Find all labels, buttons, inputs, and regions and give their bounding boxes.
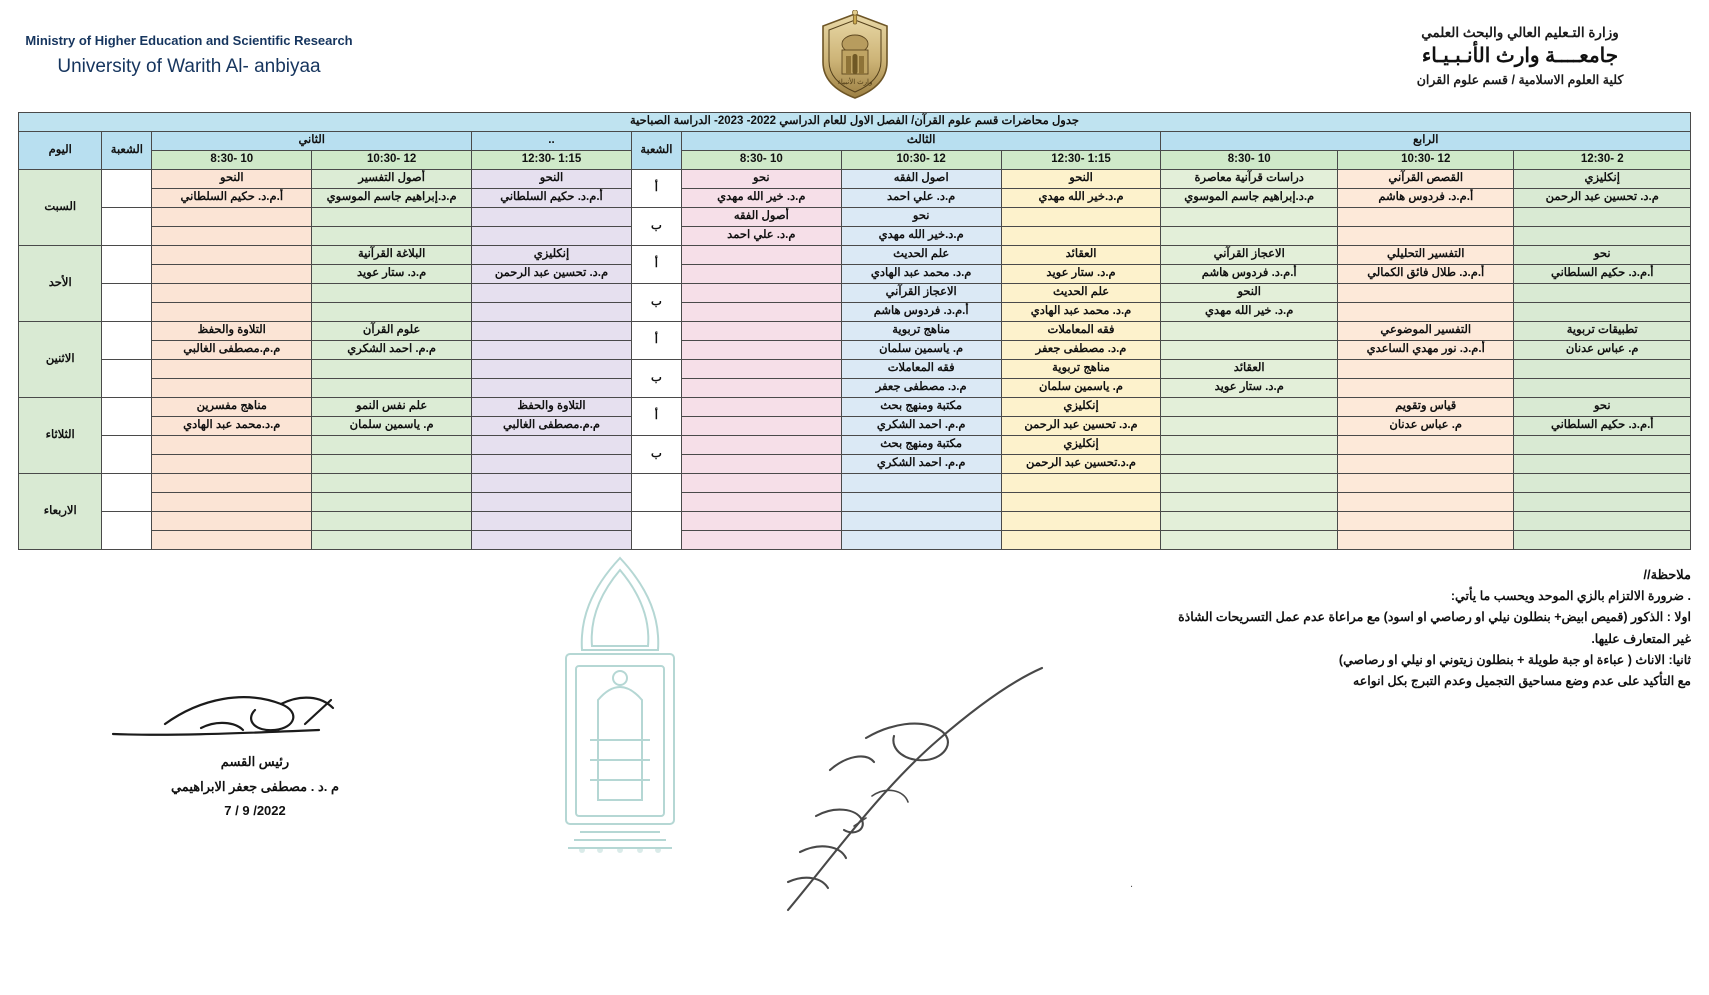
- cell-subject: [1001, 474, 1161, 493]
- time-slot-fourth-1: 12 -10:30: [1337, 151, 1514, 170]
- cell-subject: إنكليزي: [1514, 170, 1691, 189]
- cell-teacher: [681, 265, 841, 284]
- cell-subject: العقائد: [1161, 360, 1338, 379]
- stray-ink-dot: .: [1130, 878, 1134, 890]
- section-cell-third: أ: [631, 322, 681, 360]
- cell-subject: الاعجاز القرآني: [1161, 246, 1338, 265]
- cell-subject: [312, 360, 472, 379]
- cell-teacher: م. ياسمين سلمان: [1001, 379, 1161, 398]
- table-row: [19, 246, 1691, 265]
- lecture-schedule-table: [18, 112, 1691, 550]
- cell-subject: [1161, 398, 1338, 417]
- ministry-name-en: Ministry of Higher Education and Scientific Research: [25, 32, 353, 48]
- cell-teacher: م.م. احمد الشكري: [841, 417, 1001, 436]
- cell-teacher: [1337, 531, 1514, 550]
- cell-subject: [312, 436, 472, 455]
- group-header-fourth: الرابع: [1161, 132, 1691, 151]
- cell-subject: إنكليزي: [1001, 436, 1161, 455]
- table-title-row: [19, 113, 1691, 132]
- cell-subject: [1514, 284, 1691, 303]
- cell-teacher: [1337, 227, 1514, 246]
- cell-teacher: م.د. تحسين عبد الرحمن: [1001, 417, 1161, 436]
- section-header-second: الشعبة: [102, 132, 152, 170]
- time-slot-fourth-0: 2 -12:30: [1514, 151, 1691, 170]
- cell-teacher: أ.م.د. حكيم السلطاني: [152, 189, 312, 208]
- cell-teacher: [312, 227, 472, 246]
- cell-subject: [152, 208, 312, 227]
- signature-date: 2022/ 9 / 7: [224, 803, 286, 819]
- cell-teacher: م.د.خير الله مهدي: [1001, 189, 1161, 208]
- cell-subject: [681, 512, 841, 531]
- cell-teacher: [1514, 455, 1691, 474]
- table-row: [19, 474, 1691, 493]
- cell-teacher: [472, 227, 632, 246]
- cell-subject: [841, 474, 1001, 493]
- table-row: [19, 436, 1691, 455]
- notes-line-3: ثانيا: الاناث ( عباءة او جبة طويلة + بنطلون زيتوني او نيلي او رصاصي): [1338, 652, 1691, 667]
- cell-teacher: [152, 379, 312, 398]
- university-name-en: University of Warith Al- anbiyaa: [57, 55, 321, 77]
- cell-teacher: [312, 379, 472, 398]
- cell-subject: [1337, 474, 1514, 493]
- cell-subject: نحو: [1514, 398, 1691, 417]
- cell-teacher: [312, 531, 472, 550]
- notes-block: [1171, 564, 1691, 692]
- cell-teacher: م.د.تحسين عبد الرحمن: [1001, 455, 1161, 474]
- cell-teacher: [1001, 493, 1161, 512]
- cell-teacher: م.د.إبراهيم جاسم الموسوي: [1161, 189, 1338, 208]
- section-cell-third: أ: [631, 170, 681, 208]
- header-english-block: [24, 32, 354, 81]
- cell-teacher: [1514, 379, 1691, 398]
- schedule-title: جدول محاضرات قسم علوم القرآن/ الفصل الاول للعام الدراسي 2022- 2023- الدراسة الصباحية: [19, 113, 1691, 132]
- cell-teacher: [1337, 493, 1514, 512]
- cell-subject: [681, 284, 841, 303]
- cell-teacher: [1337, 379, 1514, 398]
- notes-line-4: مع التأكيد على عدم وضع مساحيق التجميل وعدم التبرج بكل انواعه: [1353, 674, 1691, 689]
- cell-teacher: [1161, 493, 1338, 512]
- cell-subject: [472, 436, 632, 455]
- section-cell-second: [102, 246, 152, 284]
- section-cell-second: [102, 284, 152, 322]
- cell-subject: [152, 436, 312, 455]
- cell-teacher: [312, 303, 472, 322]
- day-name-cell: الأحد: [19, 246, 102, 322]
- cell-subject: [1161, 322, 1338, 341]
- cell-subject: التلاوة والحفظ: [152, 322, 312, 341]
- cell-subject: [1337, 208, 1514, 227]
- cell-teacher: [681, 417, 841, 436]
- cell-teacher: [472, 379, 632, 398]
- cell-subject: مناهج مفسرين: [152, 398, 312, 417]
- table-row: [19, 360, 1691, 379]
- cell-subject: [1161, 474, 1338, 493]
- cell-teacher: أ.م.د. حكيم السلطاني: [1514, 265, 1691, 284]
- university-crest-logo: [809, 10, 901, 102]
- cell-teacher: [1001, 227, 1161, 246]
- table-row: [19, 417, 1691, 436]
- section-cell-third: [631, 474, 681, 512]
- shrine-watermark-stamp: [520, 550, 720, 870]
- cell-teacher: م.د. تحسين عبد الرحمن: [1514, 189, 1691, 208]
- cell-teacher: م.د.خير الله مهدي: [841, 227, 1001, 246]
- table-row: [19, 493, 1691, 512]
- table-row: [19, 531, 1691, 550]
- cell-subject: مكتبة ومنهج بحث: [841, 436, 1001, 455]
- cell-teacher: أ.م.د. فردوس هاشم: [841, 303, 1001, 322]
- section-cell-third: ب: [631, 208, 681, 246]
- cell-teacher: م.م. احمد الشكري: [841, 455, 1001, 474]
- cell-subject: [472, 474, 632, 493]
- cell-teacher: م.د. محمد عبد الهادي: [841, 265, 1001, 284]
- university-name-ar: جامعــــة وارث الأنـبـيـاء: [1421, 45, 1619, 68]
- cell-teacher: [681, 531, 841, 550]
- cell-teacher: [152, 227, 312, 246]
- cell-subject: التفسير التحليلي: [1337, 246, 1514, 265]
- cell-teacher: [152, 531, 312, 550]
- section-cell-third: [631, 512, 681, 550]
- department-head-signature-block: [95, 680, 415, 824]
- cell-teacher: [1161, 455, 1338, 474]
- time-slot-second-2: 10 -8:30: [152, 151, 312, 170]
- cell-teacher: [1514, 493, 1691, 512]
- cell-subject: [312, 474, 472, 493]
- cell-teacher: [1161, 417, 1338, 436]
- cell-subject: مناهج تربوية: [1001, 360, 1161, 379]
- cell-teacher: أ.م.د. فردوس هاشم: [1337, 189, 1514, 208]
- cell-subject: [152, 512, 312, 531]
- header-arabic-block: [1355, 23, 1685, 90]
- cell-subject: علم الحديث: [1001, 284, 1161, 303]
- section-cell-second: [102, 170, 152, 208]
- cell-teacher: [312, 455, 472, 474]
- cell-subject: [681, 360, 841, 379]
- svg-text:وارث الأنبياء: وارث الأنبياء: [837, 79, 872, 86]
- college-name-ar: كلية العلوم الاسلامية / قسم علوم القران: [1416, 73, 1624, 88]
- cell-teacher: [681, 379, 841, 398]
- group-header-third: الثالث: [681, 132, 1161, 151]
- cell-subject: [1337, 360, 1514, 379]
- cell-teacher: [1161, 227, 1338, 246]
- cell-subject: [472, 360, 632, 379]
- cell-subject: [1514, 474, 1691, 493]
- cell-teacher: [681, 303, 841, 322]
- signature-role: رئيس القسم: [220, 754, 290, 769]
- section-cell-second: [102, 398, 152, 436]
- cell-subject: التفسير الموضوعي: [1337, 322, 1514, 341]
- cell-teacher: [841, 531, 1001, 550]
- section-cell-second: [102, 512, 152, 550]
- cell-subject: القصص القرآني: [1337, 170, 1514, 189]
- table-group-header-row: [19, 132, 1691, 151]
- table-row: [19, 170, 1691, 189]
- cell-teacher: أ.م.د. طلال فائق الكمالي: [1337, 265, 1514, 284]
- cell-subject: النحو: [472, 170, 632, 189]
- cell-subject: علوم القرآن: [312, 322, 472, 341]
- section-cell-third: ب: [631, 360, 681, 398]
- cell-subject: [1514, 436, 1691, 455]
- cell-subject: [152, 474, 312, 493]
- table-row: [19, 322, 1691, 341]
- day-name-cell: السبت: [19, 170, 102, 246]
- cell-subject: [152, 246, 312, 265]
- section-cell-second: [102, 208, 152, 246]
- day-name-cell: الاثنين: [19, 322, 102, 398]
- cell-teacher: [152, 265, 312, 284]
- cell-subject: [472, 512, 632, 531]
- cell-teacher: [152, 493, 312, 512]
- cell-teacher: م.د. مصطفى جعفر: [1001, 341, 1161, 360]
- cell-teacher: [472, 341, 632, 360]
- cell-subject: [312, 512, 472, 531]
- cell-teacher: م. ياسمين سلمان: [312, 417, 472, 436]
- cell-teacher: م. عباس عدنان: [1514, 341, 1691, 360]
- document-footer: [0, 560, 1709, 940]
- signature-name: م .د . مصطفى جعفر الابراهيمي: [170, 778, 340, 794]
- section-cell-third: أ: [631, 398, 681, 436]
- cell-teacher: م.د. تحسين عبد الرحمن: [472, 265, 632, 284]
- section-cell-second: [102, 474, 152, 512]
- cell-teacher: م. ياسمين سلمان: [841, 341, 1001, 360]
- cell-teacher: [681, 341, 841, 360]
- cell-teacher: [472, 303, 632, 322]
- cell-teacher: [1337, 303, 1514, 322]
- cell-subject: أصول التفسير: [312, 170, 472, 189]
- section-cell-third: أ: [631, 246, 681, 284]
- cell-subject: علم نفس النمو: [312, 398, 472, 417]
- cell-subject: [1514, 208, 1691, 227]
- cell-subject: قياس وتقويم: [1337, 398, 1514, 417]
- table-row: [19, 189, 1691, 208]
- time-slot-third-2: 10 -8:30: [681, 151, 841, 170]
- cell-subject: نحو: [681, 170, 841, 189]
- cell-teacher: [152, 303, 312, 322]
- cell-subject: [1514, 360, 1691, 379]
- day-name-cell: الثلاثاء: [19, 398, 102, 474]
- cell-subject: نحو: [841, 208, 1001, 227]
- table-row: [19, 208, 1691, 227]
- section-header-third: الشعبة: [631, 132, 681, 170]
- cell-teacher: [472, 493, 632, 512]
- cell-subject: اصول الفقه: [841, 170, 1001, 189]
- cell-teacher: م.د. خير الله مهدي: [681, 189, 841, 208]
- cell-subject: [681, 398, 841, 417]
- time-slot-fourth-2: 10 -8:30: [1161, 151, 1338, 170]
- section-cell-third: ب: [631, 284, 681, 322]
- cell-teacher: [681, 493, 841, 512]
- cell-subject: [681, 436, 841, 455]
- cell-teacher: م.م.مصطفى الغالبي: [472, 417, 632, 436]
- cell-subject: مكتبة ومنهج بحث: [841, 398, 1001, 417]
- cell-subject: [681, 246, 841, 265]
- cell-teacher: [1337, 455, 1514, 474]
- cell-teacher: [1514, 303, 1691, 322]
- cell-teacher: م.د. خير الله مهدي: [1161, 303, 1338, 322]
- table-row: [19, 265, 1691, 284]
- cell-teacher: م.د. علي احمد: [841, 189, 1001, 208]
- cell-teacher: م.د. مصطفى جعفر: [841, 379, 1001, 398]
- cell-subject: [472, 322, 632, 341]
- cell-teacher: [472, 455, 632, 474]
- cell-teacher: م.د. محمد عبد الهادي: [1001, 303, 1161, 322]
- cell-teacher: [1001, 531, 1161, 550]
- time-slot-second-0: 1:15 -12:30: [472, 151, 632, 170]
- cell-subject: [152, 360, 312, 379]
- group-header-second: الثاني: [152, 132, 472, 151]
- dean-handwritten-signature: [770, 620, 1100, 920]
- table-row: [19, 284, 1691, 303]
- cell-subject: العقائد: [1001, 246, 1161, 265]
- cell-subject: [1337, 284, 1514, 303]
- cell-subject: دراسات قرآنية معاصرة: [1161, 170, 1338, 189]
- notes-title: ملاحظة//: [1643, 567, 1691, 582]
- cell-teacher: م.د. ستار عويد: [312, 265, 472, 284]
- section-cell-second: [102, 436, 152, 474]
- cell-subject: النحو: [1001, 170, 1161, 189]
- cell-subject: مناهج تربوية: [841, 322, 1001, 341]
- table-row: [19, 512, 1691, 531]
- cell-subject: [1001, 208, 1161, 227]
- cell-subject: [472, 284, 632, 303]
- cell-teacher: م.د. علي احمد: [681, 227, 841, 246]
- cell-subject: [312, 208, 472, 227]
- cell-subject: [841, 512, 1001, 531]
- cell-teacher: [1161, 531, 1338, 550]
- cell-subject: إنكليزي: [1001, 398, 1161, 417]
- cell-subject: [681, 322, 841, 341]
- cell-subject: فقه المعاملات: [1001, 322, 1161, 341]
- cell-teacher: م.د.إبراهيم جاسم الموسوي: [312, 189, 472, 208]
- day-name-cell: الاربعاء: [19, 474, 102, 550]
- day-header: اليوم: [19, 132, 102, 170]
- cell-subject: [1161, 208, 1338, 227]
- cell-teacher: م.د.محمد عبد الهادي: [152, 417, 312, 436]
- cell-subject: تطبيقات تربوية: [1514, 322, 1691, 341]
- table-time-header-row: [19, 151, 1691, 170]
- cell-subject: [152, 284, 312, 303]
- cell-subject: [1001, 512, 1161, 531]
- cell-teacher: [312, 493, 472, 512]
- cell-teacher: [472, 531, 632, 550]
- time-slot-second-1: 12 -10:30: [312, 151, 472, 170]
- ministry-name-ar: وزارة التـعليم العالي والبحث العلمي: [1421, 24, 1619, 40]
- cell-teacher: [1514, 227, 1691, 246]
- cell-teacher: م.م. احمد الشكري: [312, 341, 472, 360]
- cell-subject: فقه المعاملات: [841, 360, 1001, 379]
- cell-teacher: [152, 455, 312, 474]
- schedule-table-wrap: [0, 112, 1709, 550]
- section-cell-second: [102, 322, 152, 360]
- section-cell-second: [102, 360, 152, 398]
- table-row: [19, 398, 1691, 417]
- cell-subject: [312, 284, 472, 303]
- cell-teacher: [681, 455, 841, 474]
- cell-teacher: م. عباس عدنان: [1337, 417, 1514, 436]
- time-slot-third-0: 1:15 -12:30: [1001, 151, 1161, 170]
- cell-subject: [1514, 512, 1691, 531]
- cell-teacher: [1161, 341, 1338, 360]
- cell-teacher: م.د. ستار عويد: [1161, 379, 1338, 398]
- table-row: [19, 455, 1691, 474]
- cell-subject: [472, 208, 632, 227]
- cell-subject: النحو: [152, 170, 312, 189]
- time-slot-third-1: 12 -10:30: [841, 151, 1001, 170]
- table-row: [19, 379, 1691, 398]
- notes-line-2: اولا : الذكور (قميص ابيض+ بنطلون نيلي او رصاصي او اسود) مع مراعاة عدم عمل التسريحات الشاذة غير المتعارف عليها.: [1178, 610, 1691, 646]
- cell-subject: نحو: [1514, 246, 1691, 265]
- cell-subject: [1161, 512, 1338, 531]
- cell-subject: علم الحديث: [841, 246, 1001, 265]
- cell-subject: البلاغة القرآنية: [312, 246, 472, 265]
- section-cell-third: ب: [631, 436, 681, 474]
- table-row: [19, 227, 1691, 246]
- cell-subject: أصول الفقه: [681, 208, 841, 227]
- table-row: [19, 303, 1691, 322]
- cell-subject: النحو: [1161, 284, 1338, 303]
- cell-teacher: أ.م.د. نور مهدي الساعدي: [1337, 341, 1514, 360]
- cell-teacher: [1514, 531, 1691, 550]
- notes-line-1: . ضرورة الالتزام بالزي الموحد ويحسب ما يأتي:: [1450, 589, 1691, 604]
- cell-subject: [1337, 436, 1514, 455]
- cell-teacher: [841, 493, 1001, 512]
- cell-subject: إنكليزي: [472, 246, 632, 265]
- table-row: [19, 341, 1691, 360]
- cell-subject: التلاوة والحفظ: [472, 398, 632, 417]
- cell-subject: [1161, 436, 1338, 455]
- cell-subject: [681, 474, 841, 493]
- group-header-second-extra: ..: [472, 132, 632, 151]
- cell-teacher: أ.م.د. حكيم السلطاني: [472, 189, 632, 208]
- cell-subject: [1337, 512, 1514, 531]
- document-header: [0, 0, 1709, 112]
- handwritten-signature-line: [105, 680, 405, 750]
- cell-subject: الاعجاز القرآني: [841, 284, 1001, 303]
- cell-teacher: م.د. ستار عويد: [1001, 265, 1161, 284]
- cell-teacher: م.م.مصطفى الغالبي: [152, 341, 312, 360]
- cell-teacher: أ.م.د. حكيم السلطاني: [1514, 417, 1691, 436]
- cell-teacher: أ.م.د. فردوس هاشم: [1161, 265, 1338, 284]
